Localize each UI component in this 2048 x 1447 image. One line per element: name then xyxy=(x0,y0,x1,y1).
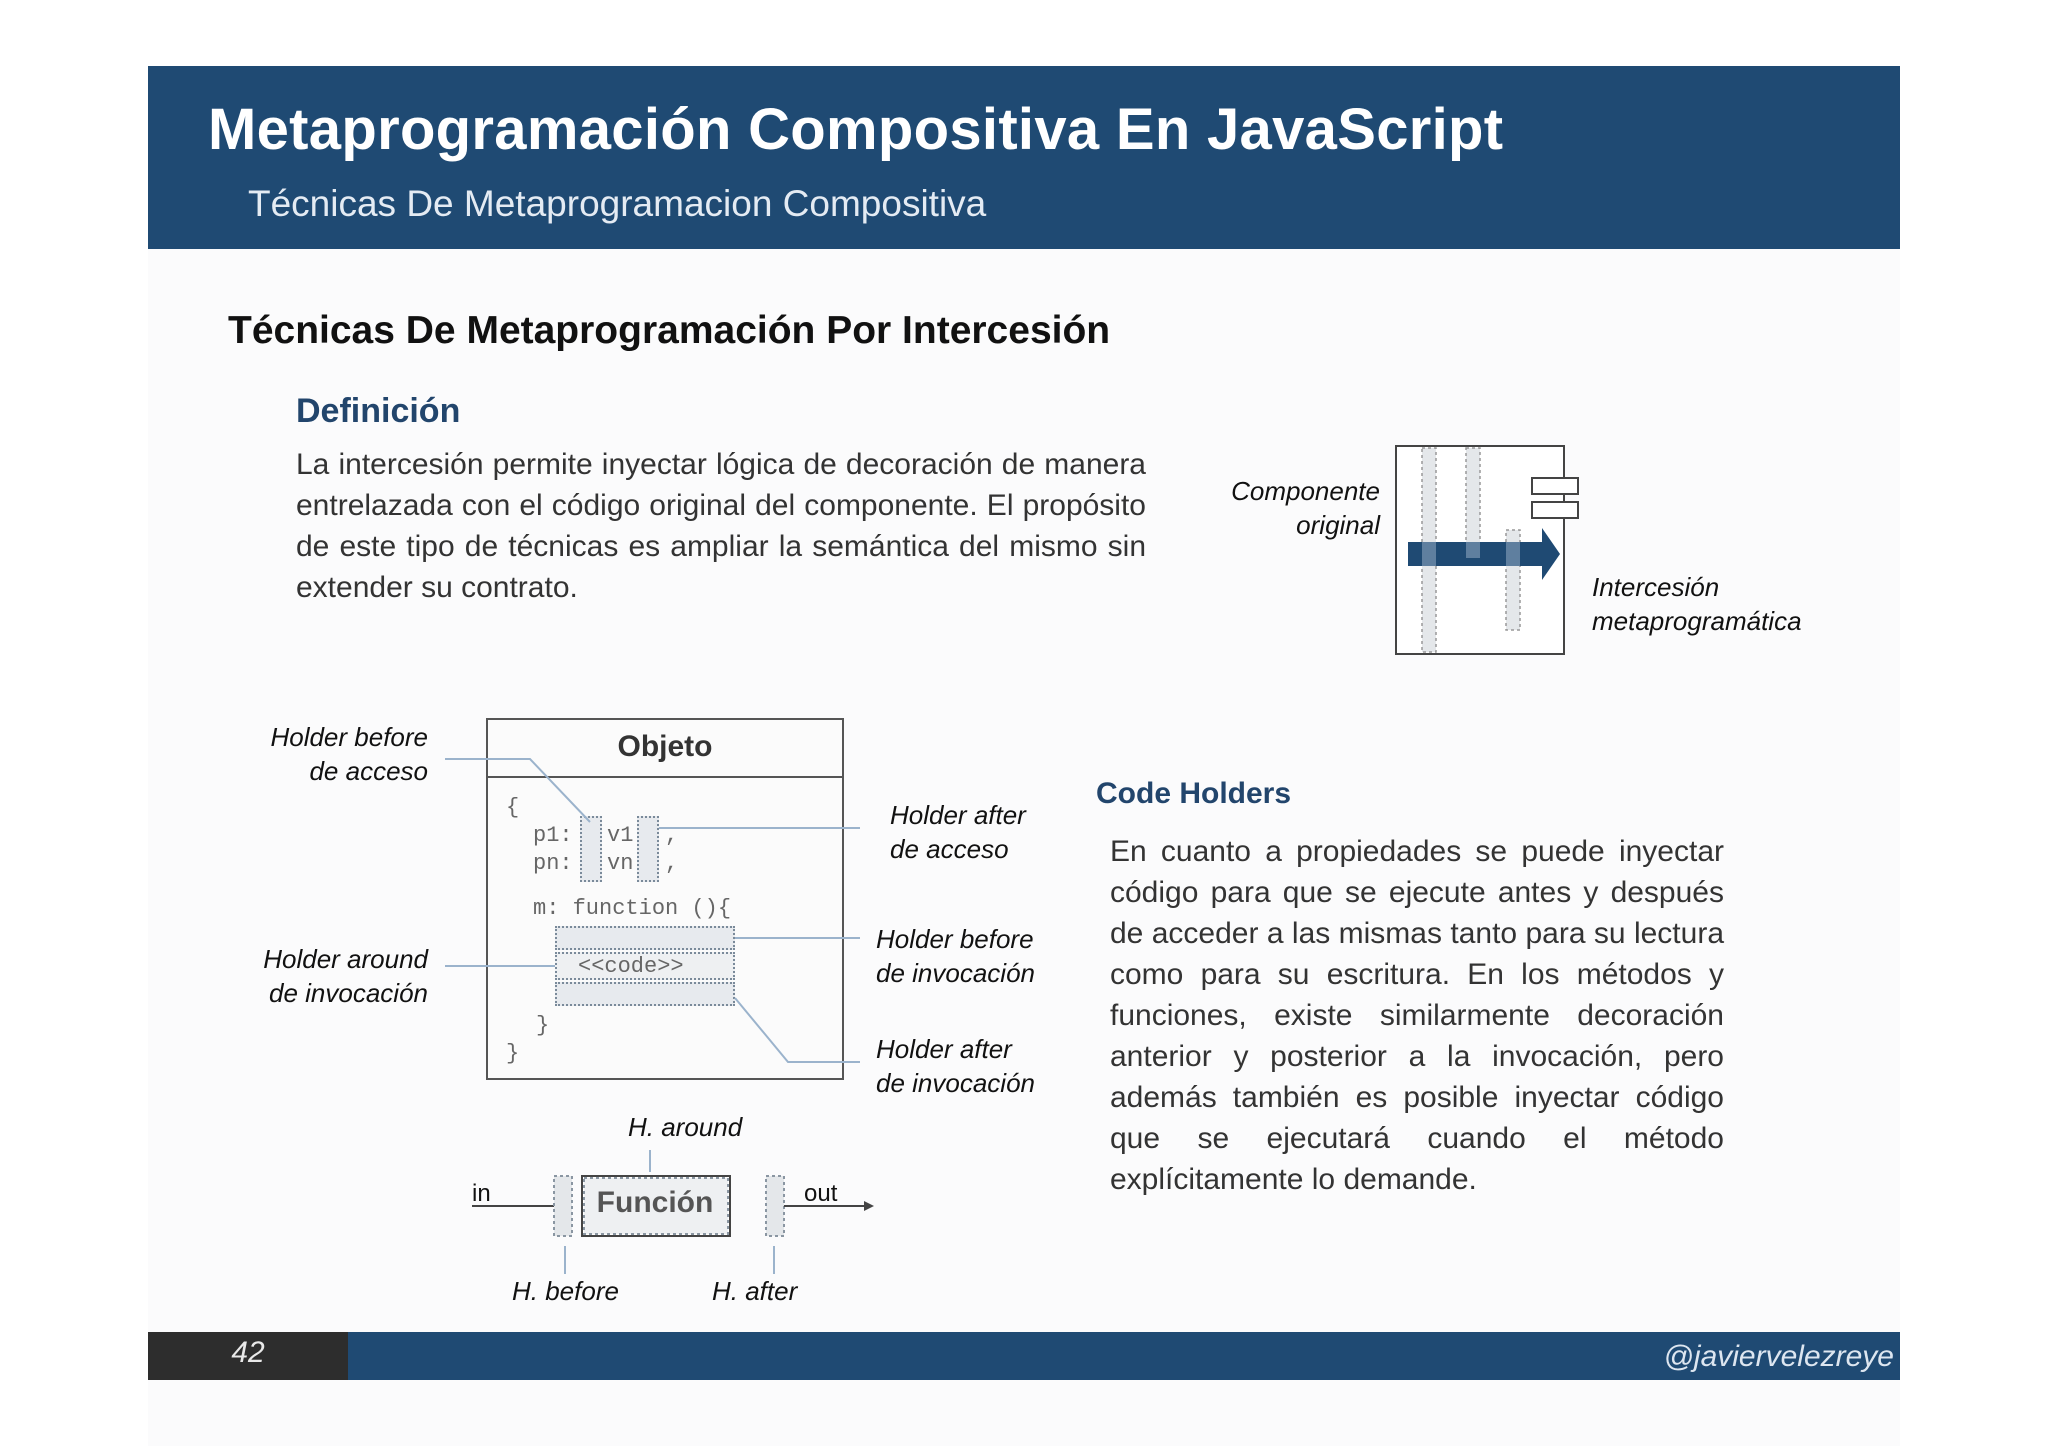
definition-heading: Definición xyxy=(296,392,461,430)
code-pn-key: pn: xyxy=(533,851,573,876)
definition-text: La intercesión permite inyectar lógica de decoración de manera entrelazada con el código original del componente. El propósito de este tipo de técnicas es ampliar la semántica del mismo sin extender su contrato. xyxy=(296,448,1146,604)
function-label: Función xyxy=(596,1186,714,1219)
author-handle: @javiervelezreye xyxy=(1663,1340,1894,1373)
label-holder-before-invocation-2: de invocación xyxy=(876,958,1035,988)
label-holder-around-invocation-2: de invocación xyxy=(269,978,428,1008)
component-box-graphic xyxy=(1390,440,1590,662)
output-arrow-icon xyxy=(864,1201,874,1211)
code-pn-comma: , xyxy=(665,851,679,876)
function-out-label: out xyxy=(804,1180,838,1207)
object-title: Objeto xyxy=(617,730,713,763)
page-number: 42 xyxy=(231,1336,265,1369)
label-holder-after-access-1: Holder after xyxy=(890,800,1026,830)
code-method: m: function (){ xyxy=(533,896,732,921)
code-close-brace: } xyxy=(506,1041,520,1066)
code-p1-comma: , xyxy=(665,823,679,848)
label-holder-around-invocation-1: Holder around xyxy=(263,944,428,974)
intercession-label-line1: Intercesión xyxy=(1592,572,1720,602)
function-in-label: in xyxy=(472,1180,491,1207)
code-p1-key: p1: xyxy=(533,823,573,848)
slide-subtitle: Técnicas De Metaprogramacion Compositiva xyxy=(248,183,987,224)
code-pn-value: vn xyxy=(607,851,634,876)
footer-bar xyxy=(148,1332,1900,1380)
code-holders-heading: Code Holders xyxy=(1096,777,1292,810)
code-inner-close: } xyxy=(536,1013,550,1038)
code-p1-value: v1 xyxy=(607,823,634,848)
code-holders-text: En cuanto a propiedades se puede inyectar código para que se ejecute antes y después de acceder a las mismas tanto para su lectura como para su escritura. En los métodos y funciones, existe similarmente decoración anterior y posterior a la invocación, pero además también es posible inyectar código que se ejecutará cuando el método explícitamente lo demande. xyxy=(1110,835,1724,1196)
code-open-brace: { xyxy=(506,795,520,820)
component-label-line2: original xyxy=(1296,510,1380,540)
code-body: <<code>> xyxy=(578,954,684,979)
label-holder-before-access-2: de acceso xyxy=(309,756,428,786)
label-holder-after-access-2: de acceso xyxy=(890,834,1009,864)
intercession-label-line2: metaprogramática xyxy=(1592,606,1802,636)
component-label-line1: Componente xyxy=(1231,476,1380,506)
label-h-before: H. before xyxy=(512,1276,619,1306)
label-holder-after-invocation-2: de invocación xyxy=(876,1068,1035,1098)
section-title: Técnicas De Metaprogramación Por Intercesión xyxy=(228,309,1111,352)
label-h-after: H. after xyxy=(712,1276,798,1306)
object-connector-lines xyxy=(430,740,900,1080)
label-holder-before-access-1: Holder before xyxy=(270,722,428,752)
label-h-around: H. around xyxy=(628,1112,743,1142)
slide-title: Metaprogramación Compositiva En JavaScript xyxy=(208,97,1504,162)
label-holder-after-invocation-1: Holder after xyxy=(876,1034,1012,1064)
label-holder-before-invocation-1: Holder before xyxy=(876,924,1034,954)
